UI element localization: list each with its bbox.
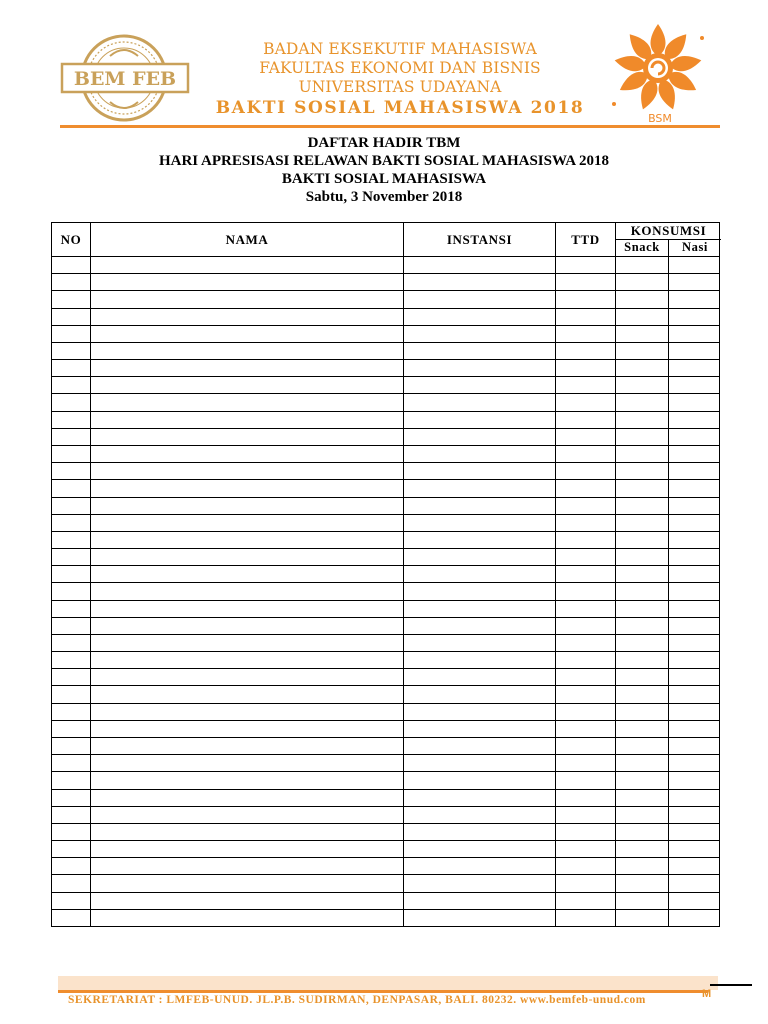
- header-nama: NAMA: [225, 232, 269, 247]
- footer-stripe: [58, 976, 718, 990]
- table-row: [52, 840, 719, 841]
- table-row: [52, 393, 719, 394]
- table-row: [52, 376, 719, 377]
- table-row: [52, 290, 719, 291]
- footer-address: SEKRETARIAT : LMFEB-UNUD. JL.P.B. SUDIRMAN, DENPASAR, BALI. 80232. www.bemfeb-unud.com: [68, 994, 646, 1006]
- table-row: [52, 668, 719, 669]
- table-row: [52, 273, 719, 274]
- header-divider: [60, 125, 720, 128]
- bsm-flower-logo: [606, 18, 714, 128]
- table-row: [52, 582, 719, 583]
- table-row: [52, 462, 719, 463]
- title-line-2: HARI APRESISASI RELAWAN BAKTI SOSIAL MAHASISWA 2018: [158, 153, 610, 169]
- table-row: [52, 514, 719, 515]
- event-name: BAKTI SOSIAL MAHASISWA 2018: [215, 98, 585, 118]
- header-no: NO: [60, 232, 82, 247]
- table-row: [52, 754, 719, 755]
- table-row: [52, 479, 719, 480]
- title-line-1: DAFTAR HADIR TBM: [307, 135, 461, 151]
- document-title: [60, 134, 708, 206]
- table-row: [52, 359, 719, 360]
- header-nasi: Nasi: [681, 240, 708, 254]
- org-line-3: UNIVERSITAS UDAYANA: [298, 78, 502, 96]
- table-row: [52, 600, 719, 601]
- header-konsumsi: KONSUMSI: [630, 223, 707, 238]
- org-line-2: FAKULTAS EKONOMI DAN BISNIS: [259, 59, 541, 77]
- table-row: [52, 342, 719, 343]
- organization-header: [205, 40, 595, 119]
- header-snack: Snack: [624, 240, 660, 254]
- table-row: [52, 703, 719, 704]
- table-row: [52, 565, 719, 566]
- table-row: [52, 720, 719, 721]
- table-row: [52, 548, 719, 549]
- table-row: [52, 651, 719, 652]
- table-row: [52, 445, 719, 446]
- footer-divider: [58, 990, 708, 993]
- table-row: [52, 256, 719, 257]
- table-row: [52, 909, 719, 910]
- table-row: [52, 497, 719, 498]
- table-row: [52, 806, 719, 807]
- org-line-1: BADAN EKSEKUTIF MAHASISWA: [263, 40, 537, 58]
- table-row: [52, 428, 719, 429]
- title-line-3: BAKTI SOSIAL MAHASISWA: [281, 171, 487, 187]
- footer-mark: [702, 984, 752, 998]
- title-date: Sabtu, 3 November 2018: [305, 189, 463, 205]
- table-row: [52, 892, 719, 893]
- table-row: [52, 789, 719, 790]
- column-divider: [555, 223, 556, 926]
- table-row: [52, 308, 719, 309]
- logo-right-text: BSM: [648, 112, 672, 125]
- table-row: [52, 411, 719, 412]
- table-row: [52, 531, 719, 532]
- header-instansi: INSTANSI: [446, 232, 513, 247]
- footer-mark-text: M: [702, 988, 712, 1000]
- table-row: [52, 634, 719, 635]
- table-row: [52, 857, 719, 858]
- table-row: [52, 685, 719, 686]
- header-ttd: TTD: [571, 232, 600, 247]
- column-divider: [90, 223, 91, 926]
- bem-feb-logo: [60, 34, 190, 122]
- table-row: [52, 874, 719, 875]
- column-divider: [403, 223, 404, 926]
- attendance-table: [51, 222, 720, 927]
- table-row: [52, 617, 719, 618]
- table-row: [52, 325, 719, 326]
- logo-left-text: BEM FEB: [73, 68, 177, 90]
- table-row: [52, 771, 719, 772]
- table-row: [52, 737, 719, 738]
- table-row: [52, 823, 719, 824]
- column-divider: [615, 223, 616, 926]
